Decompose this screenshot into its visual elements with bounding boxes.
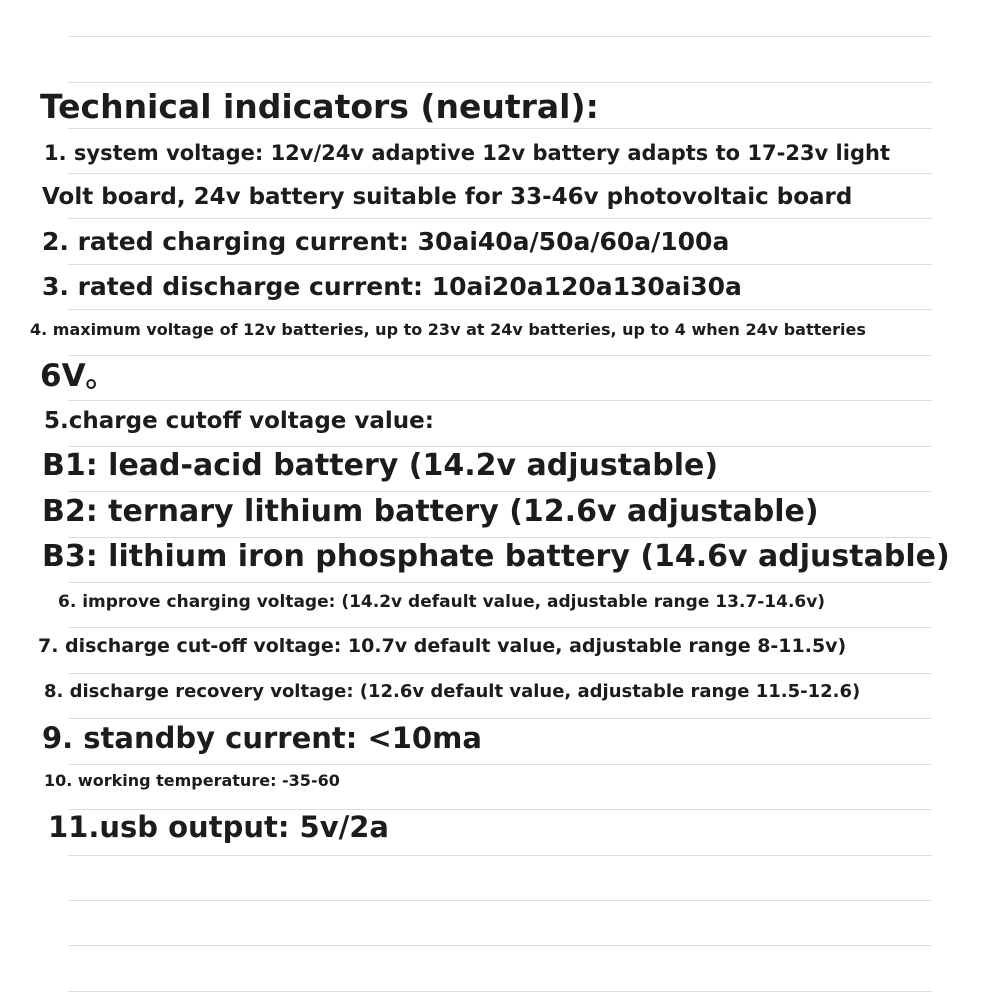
rule-line [68,82,932,83]
spec-improve-charging-voltage: 6. improve charging voltage: (14.2v default value, adjustable range 13.7-14.6v) [58,592,826,612]
spec-b3-lithium-iron-phosphate: B3: lithium iron phosphate battery (14.6v adjustable) [42,539,950,574]
spec-b2-ternary-lithium: B2: ternary lithium battery (12.6v adjustable) [42,494,819,529]
rule-line [68,309,932,310]
rule-line [68,582,932,583]
rule-line [68,355,932,356]
spec-maximum-voltage: 4. maximum voltage of 12v batteries, up to 23v at 24v batteries, up to 4 when 24v batteries [30,320,866,339]
rule-line [68,718,932,719]
spec-b1-lead-acid: B1: lead-acid battery (14.2v adjustable) [42,448,719,483]
rule-line [68,173,932,174]
spec-maximum-voltage-continued: 6V。 [40,358,117,394]
rule-line [68,673,932,674]
spec-standby-current: 9. standby current: <10ma [42,721,482,755]
rule-line [68,945,932,946]
rule-line [68,264,932,265]
spec-discharge-recovery-voltage: 8. discharge recovery voltage: (12.6v default value, adjustable range 11.5-12.6) [44,681,861,702]
spec-rated-charging-current: 2. rated charging current: 30ai40a/50a/60a/100a [42,227,730,256]
rule-line [68,446,932,447]
spec-discharge-cutoff-voltage: 7. discharge cut-off voltage: 10.7v default value, adjustable range 8-11.5v) [38,635,847,657]
rule-line [68,36,932,37]
spec-usb-output: 11.usb output: 5v/2a [48,810,389,844]
rule-line [68,764,932,765]
rule-line [68,537,932,538]
rule-line [68,855,932,856]
rule-line [68,218,932,219]
rule-line [68,128,932,129]
rule-line [68,491,932,492]
spec-system-voltage-continued: Volt board, 24v battery suitable for 33-46v photovoltaic board [42,184,853,210]
rule-line [68,900,932,901]
spec-system-voltage: 1. system voltage: 12v/24v adaptive 12v battery adapts to 17-23v light [44,141,890,165]
rule-line [68,400,932,401]
rule-line [68,991,932,992]
spec-working-temperature: 10. working temperature: -35-60 [44,771,340,790]
spec-charge-cutoff-heading: 5.charge cutoff voltage value: [44,408,434,434]
rule-line [68,627,932,628]
spec-rated-discharge-current: 3. rated discharge current: 10ai20a120a130ai30a [42,272,742,301]
document-title: Technical indicators (neutral): [40,87,599,126]
